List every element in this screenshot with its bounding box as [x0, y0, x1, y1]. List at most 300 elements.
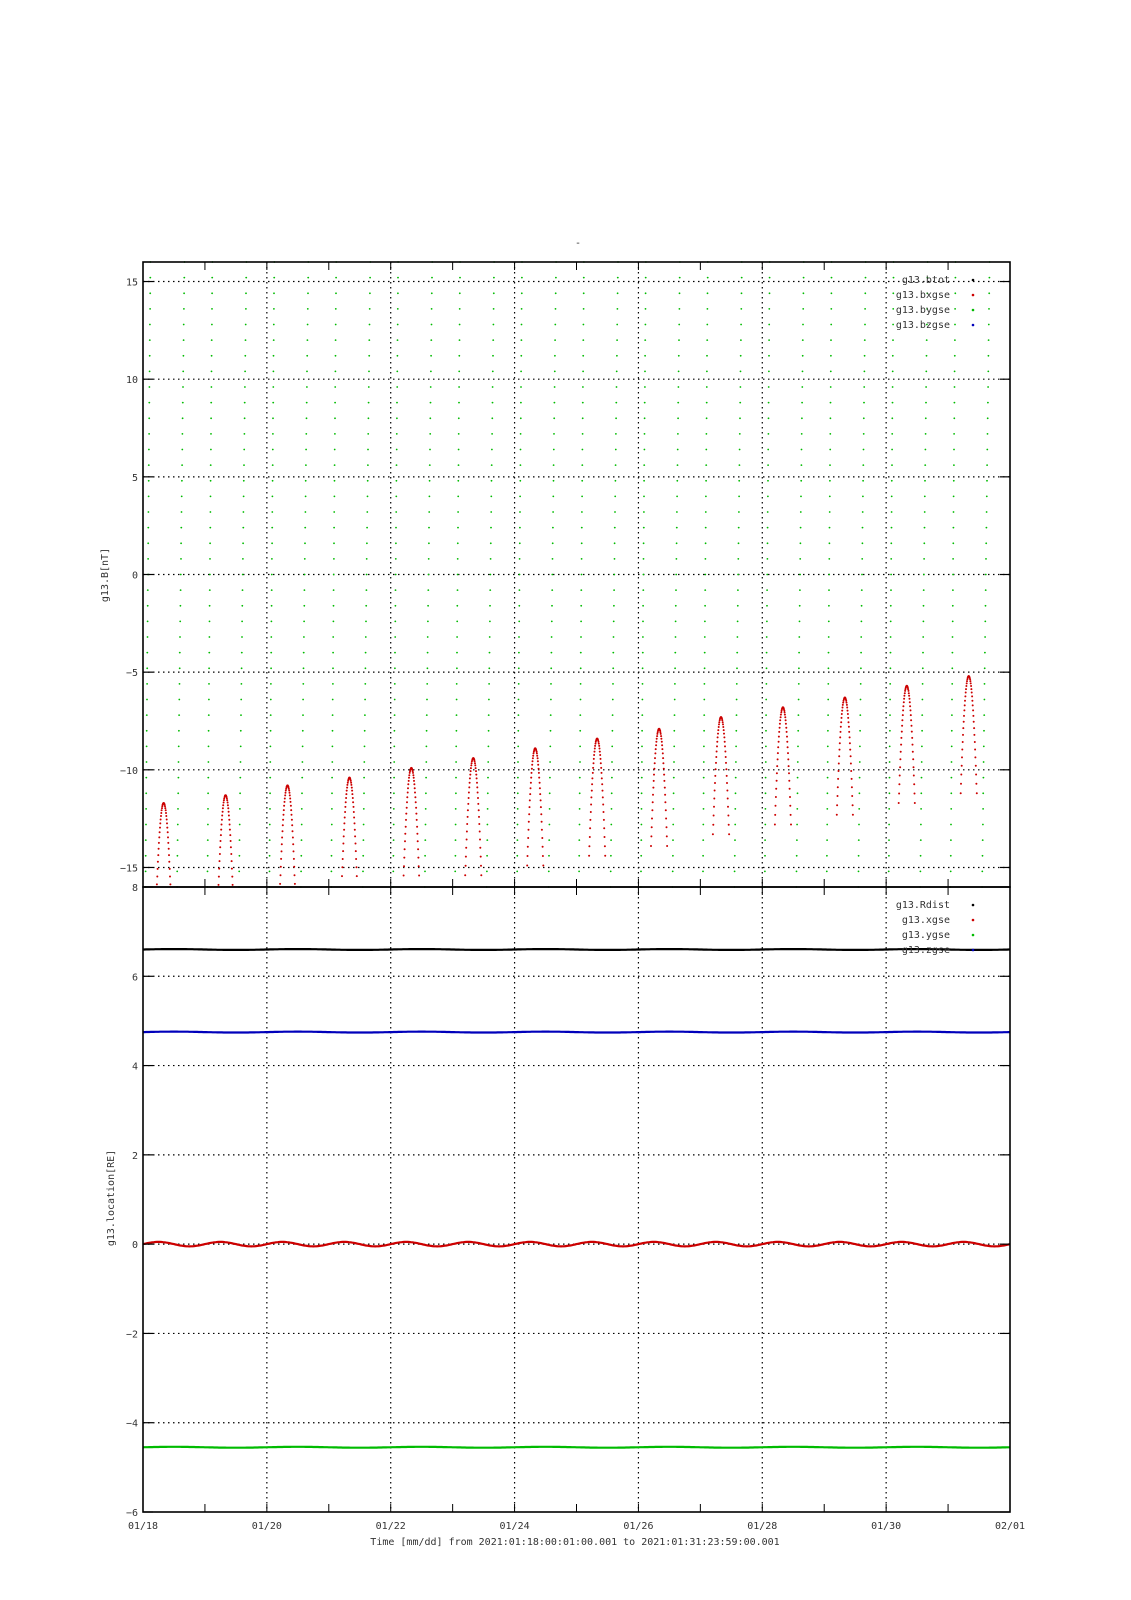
bxgse-point — [405, 826, 407, 828]
bxgse-point — [789, 805, 791, 807]
bygse-point — [613, 636, 615, 638]
bygse-point — [518, 621, 520, 623]
bxgse-point — [974, 756, 976, 758]
bxgse-point — [971, 700, 973, 702]
bygse-point — [705, 558, 707, 560]
bygse-point — [827, 746, 829, 748]
bygse-point — [492, 402, 494, 404]
bygse-point — [239, 855, 241, 857]
bygse-point — [677, 402, 679, 404]
bygse-point — [674, 714, 676, 716]
bygse-point — [332, 699, 334, 701]
bxgse-point — [589, 819, 591, 821]
bxgse-point — [785, 727, 787, 729]
bygse-point — [987, 433, 989, 435]
bygse-point — [183, 308, 185, 310]
bygse-point — [643, 496, 645, 498]
bxgse-point — [343, 835, 345, 837]
bygse-point — [396, 371, 398, 373]
bxgse-point — [474, 762, 476, 764]
bygse-point — [146, 667, 148, 669]
bxgse-point — [290, 805, 292, 807]
bxgse-point — [849, 749, 851, 751]
bygse-point — [334, 496, 336, 498]
bygse-point — [456, 699, 458, 701]
bygse-point — [582, 339, 584, 341]
bygse-point — [890, 667, 892, 669]
bygse-point — [368, 371, 370, 373]
bygse-point — [369, 292, 371, 294]
bxgse-point — [532, 760, 534, 762]
bxgse-point — [408, 780, 410, 782]
bxgse-point — [166, 822, 168, 824]
bxgse-point — [417, 840, 419, 842]
bygse-point — [611, 746, 613, 748]
bygse-point — [397, 355, 399, 357]
bygse-point — [986, 527, 988, 529]
bxgse-point — [282, 824, 284, 826]
bxgse-point — [717, 733, 719, 735]
bygse-point — [181, 480, 183, 482]
bygse-point — [862, 527, 864, 529]
bygse-point — [673, 777, 675, 779]
bygse-point — [891, 511, 893, 513]
bygse-point — [492, 371, 494, 373]
bxgse-point — [468, 786, 470, 788]
bxgse-point — [542, 865, 544, 867]
bygse-point — [828, 636, 830, 638]
bxgse-point — [779, 719, 781, 721]
bygse-point — [644, 339, 646, 341]
bygse-point — [737, 589, 739, 591]
bygse-point — [953, 464, 955, 466]
bxgse-point — [836, 804, 838, 806]
bygse-point — [431, 308, 433, 310]
bygse-point — [828, 574, 830, 576]
bygse-point — [397, 277, 399, 279]
bygse-point — [924, 480, 926, 482]
bygse-point — [579, 730, 581, 732]
bxgse-point — [598, 743, 600, 745]
bxgse-point — [971, 692, 973, 694]
bygse-point — [678, 324, 680, 326]
bygse-point — [271, 589, 273, 591]
bxgse-point — [848, 731, 850, 733]
bygse-point — [428, 558, 430, 560]
bygse-point — [740, 324, 742, 326]
bygse-point — [768, 355, 770, 357]
bygse-point — [548, 855, 550, 857]
bygse-point — [704, 589, 706, 591]
bxgse-point — [228, 815, 230, 817]
y-tick-label: 5 — [131, 472, 138, 484]
bxgse-point — [465, 847, 467, 849]
bygse-point — [921, 714, 923, 716]
bxgse-point — [414, 796, 416, 798]
bxgse-point — [529, 799, 531, 801]
bygse-point — [183, 355, 185, 357]
bxgse-point — [724, 745, 726, 747]
x-tick-label: 01/18 — [127, 1521, 159, 1532]
bygse-point — [395, 527, 397, 529]
bygse-point — [551, 621, 553, 623]
bygse-point — [521, 277, 523, 279]
bxgse-point — [716, 745, 718, 747]
bygse-point — [741, 292, 743, 294]
bygse-point — [148, 511, 150, 513]
bygse-point — [676, 511, 678, 513]
bxgse-point — [598, 741, 600, 743]
bygse-point — [922, 699, 924, 701]
bxgse-point — [530, 777, 532, 779]
bxgse-point — [912, 744, 914, 746]
bygse-point — [703, 792, 705, 794]
bxgse-point — [541, 829, 543, 831]
bygse-point — [179, 636, 181, 638]
bxgse-point — [477, 797, 479, 799]
bxgse-point — [847, 717, 849, 719]
bxgse-point — [230, 840, 232, 842]
bxgse-point — [718, 723, 720, 725]
bygse-point — [490, 496, 492, 498]
bygse-point — [766, 574, 768, 576]
bygse-point — [951, 667, 953, 669]
bygse-point — [241, 667, 243, 669]
bygse-point — [675, 636, 677, 638]
bygse-point — [271, 527, 273, 529]
bygse-point — [210, 402, 212, 404]
bygse-point — [363, 824, 365, 826]
bxgse-point — [718, 721, 720, 723]
bygse-point — [519, 496, 521, 498]
bxgse-point — [222, 807, 224, 809]
bxgse-point — [654, 757, 656, 759]
bxgse-point — [228, 811, 230, 813]
bxgse-point — [593, 758, 595, 760]
bygse-point — [737, 558, 739, 560]
bxgse-point — [845, 700, 847, 702]
bygse-point — [766, 636, 768, 638]
bxgse-point — [847, 713, 849, 715]
legend-label: g13.btot — [901, 275, 950, 286]
bygse-point — [864, 355, 866, 357]
bygse-point — [148, 402, 150, 404]
bygse-point — [950, 824, 952, 826]
bygse-point — [147, 605, 149, 607]
bxgse-point — [293, 866, 295, 868]
bxgse-point — [350, 780, 352, 782]
bygse-point — [331, 855, 333, 857]
bygse-point — [551, 636, 553, 638]
bygse-point — [641, 761, 643, 763]
bygse-point — [644, 449, 646, 451]
bygse-point — [764, 871, 766, 873]
bxgse-point — [656, 738, 658, 740]
bxgse-point — [728, 824, 730, 826]
bygse-point — [208, 699, 210, 701]
bxgse-point — [164, 807, 166, 809]
bygse-point — [982, 808, 984, 810]
bygse-point — [273, 324, 275, 326]
bygse-point — [925, 386, 927, 388]
bxgse-point — [910, 714, 912, 716]
bygse-point — [521, 339, 523, 341]
bygse-point — [271, 558, 273, 560]
bxgse-point — [663, 780, 665, 782]
bygse-point — [549, 808, 551, 810]
bygse-point — [425, 808, 427, 810]
bygse-point — [307, 277, 309, 279]
bygse-point — [766, 605, 768, 607]
bygse-point — [890, 652, 892, 654]
bxgse-point — [966, 680, 968, 682]
bygse-point — [550, 699, 552, 701]
bygse-point — [679, 277, 681, 279]
bxgse-point — [901, 731, 903, 733]
bygse-point — [363, 761, 365, 763]
bygse-point — [925, 449, 927, 451]
bygse-point — [211, 386, 213, 388]
bygse-point — [301, 777, 303, 779]
bxgse-point — [536, 755, 538, 757]
bygse-point — [148, 464, 150, 466]
bygse-point — [641, 792, 643, 794]
bygse-point — [428, 527, 430, 529]
bygse-point — [549, 746, 551, 748]
bygse-point — [146, 683, 148, 685]
y-tick-label: −5 — [125, 668, 138, 680]
bygse-point — [797, 730, 799, 732]
bygse-point — [766, 667, 768, 669]
bygse-point — [765, 777, 767, 779]
bygse-point — [550, 714, 552, 716]
bygse-point — [674, 683, 676, 685]
bygse-point — [983, 746, 985, 748]
bygse-point — [953, 496, 955, 498]
bygse-point — [493, 324, 495, 326]
bxgse-point — [289, 792, 291, 794]
bxgse-point — [351, 793, 353, 795]
bxgse-point — [974, 741, 976, 743]
bygse-point — [181, 511, 183, 513]
bygse-point — [890, 605, 892, 607]
bygse-point — [518, 667, 520, 669]
bygse-point — [954, 324, 956, 326]
bygse-point — [705, 449, 707, 451]
bxgse-point — [466, 823, 468, 825]
bygse-point — [518, 636, 520, 638]
bxgse-point — [903, 701, 905, 703]
x-tick-label: 01/26 — [623, 1521, 654, 1532]
bygse-point — [211, 324, 213, 326]
bygse-point — [146, 761, 148, 763]
bxgse-point — [725, 756, 727, 758]
bxgse-point — [961, 756, 963, 758]
bxgse-point — [842, 704, 844, 706]
bxgse-point — [727, 798, 729, 800]
bxgse-point — [976, 792, 978, 794]
bygse-point — [362, 871, 364, 873]
bygse-point — [858, 871, 860, 873]
bxgse-point — [600, 762, 602, 764]
bygse-point — [641, 808, 643, 810]
bygse-point — [459, 339, 461, 341]
bygse-point — [209, 621, 211, 623]
bxgse-point — [788, 780, 790, 782]
bygse-point — [863, 417, 865, 419]
bxgse-point — [715, 756, 717, 758]
bxgse-point — [661, 744, 663, 746]
bygse-point — [675, 621, 677, 623]
bxgse-point — [417, 848, 419, 850]
bygse-point — [830, 339, 832, 341]
bxgse-point — [222, 804, 224, 806]
bxgse-point — [167, 836, 169, 838]
bygse-point — [735, 792, 737, 794]
bygse-point — [489, 589, 491, 591]
bygse-point — [672, 824, 674, 826]
bygse-point — [642, 636, 644, 638]
bygse-point — [490, 558, 492, 560]
bxgse-point — [531, 772, 533, 774]
bxgse-point — [164, 805, 166, 807]
bxgse-point — [169, 883, 171, 885]
bygse-point — [799, 558, 801, 560]
bxgse-point — [158, 836, 160, 838]
bygse-point — [430, 386, 432, 388]
bygse-point — [242, 527, 244, 529]
bygse-point — [703, 777, 705, 779]
bygse-point — [826, 808, 828, 810]
bxgse-point — [973, 734, 975, 736]
bygse-point — [518, 652, 520, 654]
bygse-point — [741, 277, 743, 279]
bygse-point — [892, 386, 894, 388]
bygse-point — [520, 386, 522, 388]
bygse-point — [520, 402, 522, 404]
bxgse-point — [964, 704, 966, 706]
bygse-point — [491, 449, 493, 451]
bygse-point — [736, 652, 738, 654]
bxgse-point — [478, 809, 480, 811]
bygse-point — [802, 324, 804, 326]
bygse-point — [305, 511, 307, 513]
bygse-point — [858, 808, 860, 810]
bygse-point — [616, 324, 618, 326]
bygse-point — [611, 792, 613, 794]
bygse-point — [427, 621, 429, 623]
bygse-point — [306, 417, 308, 419]
bygse-point — [610, 824, 612, 826]
bygse-point — [702, 855, 704, 857]
bygse-point — [706, 433, 708, 435]
bxgse-point — [474, 760, 476, 762]
bxgse-point — [970, 688, 972, 690]
bxgse-point — [529, 806, 531, 808]
bxgse-point — [848, 721, 850, 723]
bygse-point — [859, 792, 861, 794]
bygse-point — [273, 292, 275, 294]
bxgse-point — [539, 787, 541, 789]
bygse-point — [925, 433, 927, 435]
magnetic-field-legend — [896, 275, 974, 331]
bygse-point — [889, 730, 891, 732]
bygse-point — [890, 574, 892, 576]
bygse-point — [580, 589, 582, 591]
bygse-point — [920, 792, 922, 794]
bygse-point — [487, 792, 489, 794]
bxgse-point — [355, 858, 357, 860]
bygse-point — [430, 371, 432, 373]
bygse-point — [951, 699, 953, 701]
bxgse-point — [352, 801, 354, 803]
bxgse-point — [603, 827, 605, 829]
bygse-point — [802, 371, 804, 373]
bxgse-point — [526, 865, 528, 867]
bygse-point — [764, 824, 766, 826]
bygse-point — [334, 386, 336, 388]
bxgse-point — [476, 782, 478, 784]
bxgse-point — [655, 748, 657, 750]
bygse-point — [301, 808, 303, 810]
bygse-point — [888, 839, 890, 841]
bygse-point — [858, 839, 860, 841]
bygse-point — [982, 824, 984, 826]
bxgse-point — [651, 818, 653, 820]
bygse-point — [489, 621, 491, 623]
bygse-point — [489, 605, 491, 607]
bygse-point — [430, 355, 432, 357]
bygse-point — [241, 621, 243, 623]
bygse-point — [272, 386, 274, 388]
bygse-point — [147, 542, 149, 544]
bygse-point — [487, 777, 489, 779]
bygse-point — [208, 667, 210, 669]
bygse-point — [677, 449, 679, 451]
bygse-point — [395, 496, 397, 498]
bxgse-point — [293, 850, 295, 852]
bygse-point — [209, 589, 211, 591]
bygse-point — [179, 683, 181, 685]
bygse-point — [891, 496, 893, 498]
bygse-point — [892, 292, 894, 294]
bxgse-point — [341, 866, 343, 868]
bygse-point — [673, 792, 675, 794]
bygse-point — [269, 808, 271, 810]
bygse-point — [548, 839, 550, 841]
bygse-point — [922, 683, 924, 685]
bygse-point — [554, 355, 556, 357]
bxgse-point — [477, 792, 479, 794]
bxgse-point — [222, 811, 224, 813]
bygse-point — [767, 511, 769, 513]
bxgse-point — [840, 726, 842, 728]
bygse-point — [210, 417, 212, 419]
bxgse-point — [165, 815, 167, 817]
bygse-point — [643, 527, 645, 529]
bxgse-point — [161, 809, 163, 811]
bygse-point — [455, 746, 457, 748]
bygse-point — [673, 746, 675, 748]
bygse-point — [984, 652, 986, 654]
bygse-point — [486, 871, 488, 873]
bygse-point — [579, 792, 581, 794]
y-tick-label: 15 — [125, 277, 138, 289]
bygse-point — [489, 652, 491, 654]
bxgse-point — [537, 757, 539, 759]
bxgse-point — [343, 829, 345, 831]
bygse-point — [272, 464, 274, 466]
